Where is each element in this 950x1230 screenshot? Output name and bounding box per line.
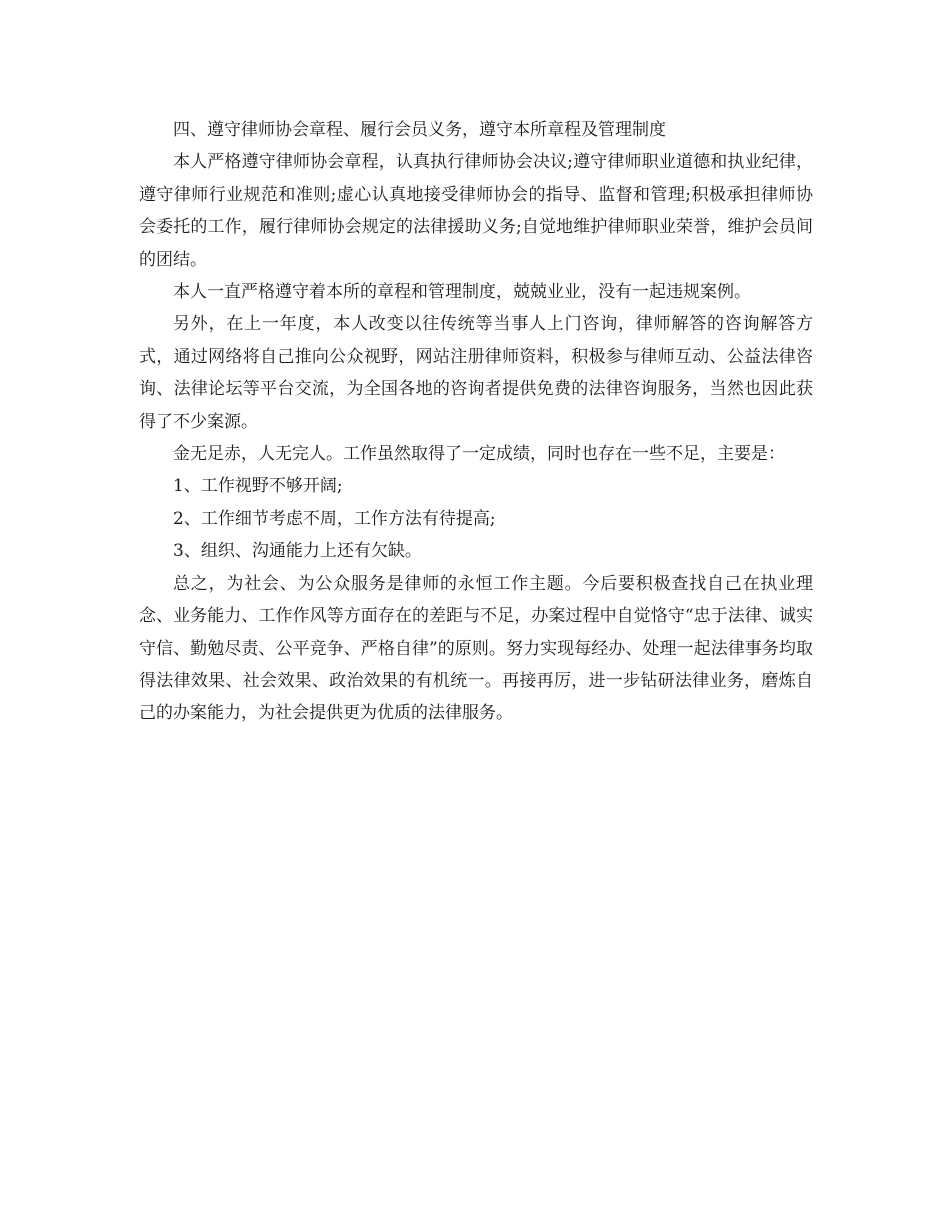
document-body (139, 114, 813, 730)
paragraph-online-consulting: 另外，在上一年度，本人改变以往传统等当事人上门咨询，律师解答的咨询解答方式，通过网络将自己推向公众视野，网站注册律师资料，积极参与律师互动、公益法律咨询、法律论坛等平台交流，为全国各地的咨询者提供免费的法律咨询服务，当然也因此获得了不少案源。 (139, 314, 813, 432)
list-item-1: 1、工作视野不够开阔; (173, 476, 343, 497)
list-item-3: 3、组织、沟通能力上还有欠缺。 (173, 541, 422, 562)
list-item-2: 2、工作细节考虑不周，工作方法有待提高; (173, 508, 496, 529)
section-heading: 四、遵守律师协会章程、履行会员义务，遵守本所章程及管理制度 (173, 120, 666, 140)
paragraph-shortcomings-intro: 金无足赤，人无完人。工作虽然取得了一定成绩，同时也存在一些不足，主要是： (173, 444, 785, 465)
paragraph-conclusion: 总之，为社会、为公众服务是律师的永恒工作主题。今后要积极查找自己在执业理念、业务能力、工作作风等方面存在的差距与不足，办案过程中自觉恪守“忠于法律、诚实守信、勤勉尽责、公平竞争、严格自律”的原则。努力实现每经办、处理一起法律事务均取得法律效果、社会效果、政治效果的有机统一。再接再厉，进一步钻研法律业务，磨炼自己的办案能力，为社会提供更为优质的法律服务。 (139, 573, 813, 724)
paragraph-firm-rules: 本人一直严格遵守着本所的章程和管理制度，兢兢业业，没有一起违规案例。 (173, 282, 751, 303)
paragraph-association-rules: 本人严格遵守律师协会章程，认真执行律师协会决议;遵守律师职业道德和执业纪律，遵守律师行业规范和准则;虚心认真地接受律师协会的指导、监督和管理;积极承担律师协会委托的工作，履行律师协会规定的法律援助义务;自觉地维护律师职业荣誉，维护会员间的团结。 (139, 152, 813, 270)
